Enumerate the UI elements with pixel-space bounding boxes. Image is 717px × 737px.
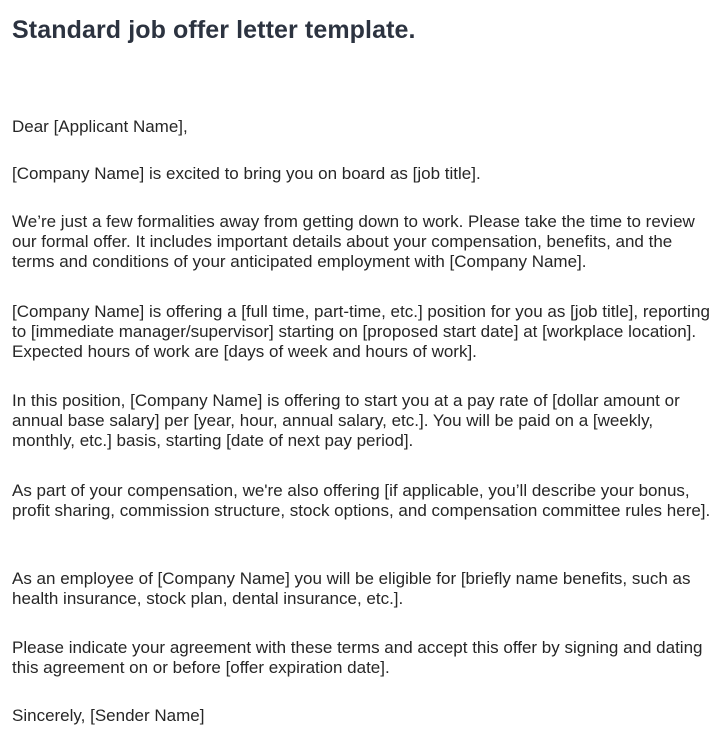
document-title: Standard job offer letter template. [12,16,416,44]
position-paragraph: [Company Name] is offering a [full time, part-time, etc.] position for you as [job title], reporting to [immediate manager/supervisor] starting on [proposed start date] at [workplace location]. Expected hours of work are [days of week and hours of work]. [12,302,710,361]
pay-rate-paragraph: In this position, [Company Name] is offering to start you at a pay rate of [dollar amount or annual base salary] per [year, hour, annual salary, etc.]. You will be paid on a [weekly, monthly, etc.] basis, starting [date of next pay period]. [12,391,680,450]
formalities-paragraph: We’re just a few formalities away from getting down to work. Please take the time to review our formal offer. It includes important details about your compensation, benefits, and the terms and conditions of your anticipated employment with [Company Name]. [12,212,695,271]
agreement-paragraph: Please indicate your agreement with these terms and accept this offer by signing and dating this agreement on or before [offer expiration date]. [12,638,703,677]
intro-paragraph: [Company Name] is excited to bring you on board as [job title]. [12,164,481,183]
greeting-paragraph: Dear [Applicant Name], [12,117,188,136]
signature-paragraph: Sincerely, [Sender Name] [12,706,205,725]
benefits-paragraph: As an employee of [Company Name] you will be eligible for [briefly name benefits, such as health insurance, stock plan, dental insurance, etc.]. [12,569,691,608]
compensation-paragraph: As part of your compensation, we're also offering [if applicable, you’ll describe your bonus, profit sharing, commission structure, stock options, and compensation committee rules here]. [12,481,711,520]
